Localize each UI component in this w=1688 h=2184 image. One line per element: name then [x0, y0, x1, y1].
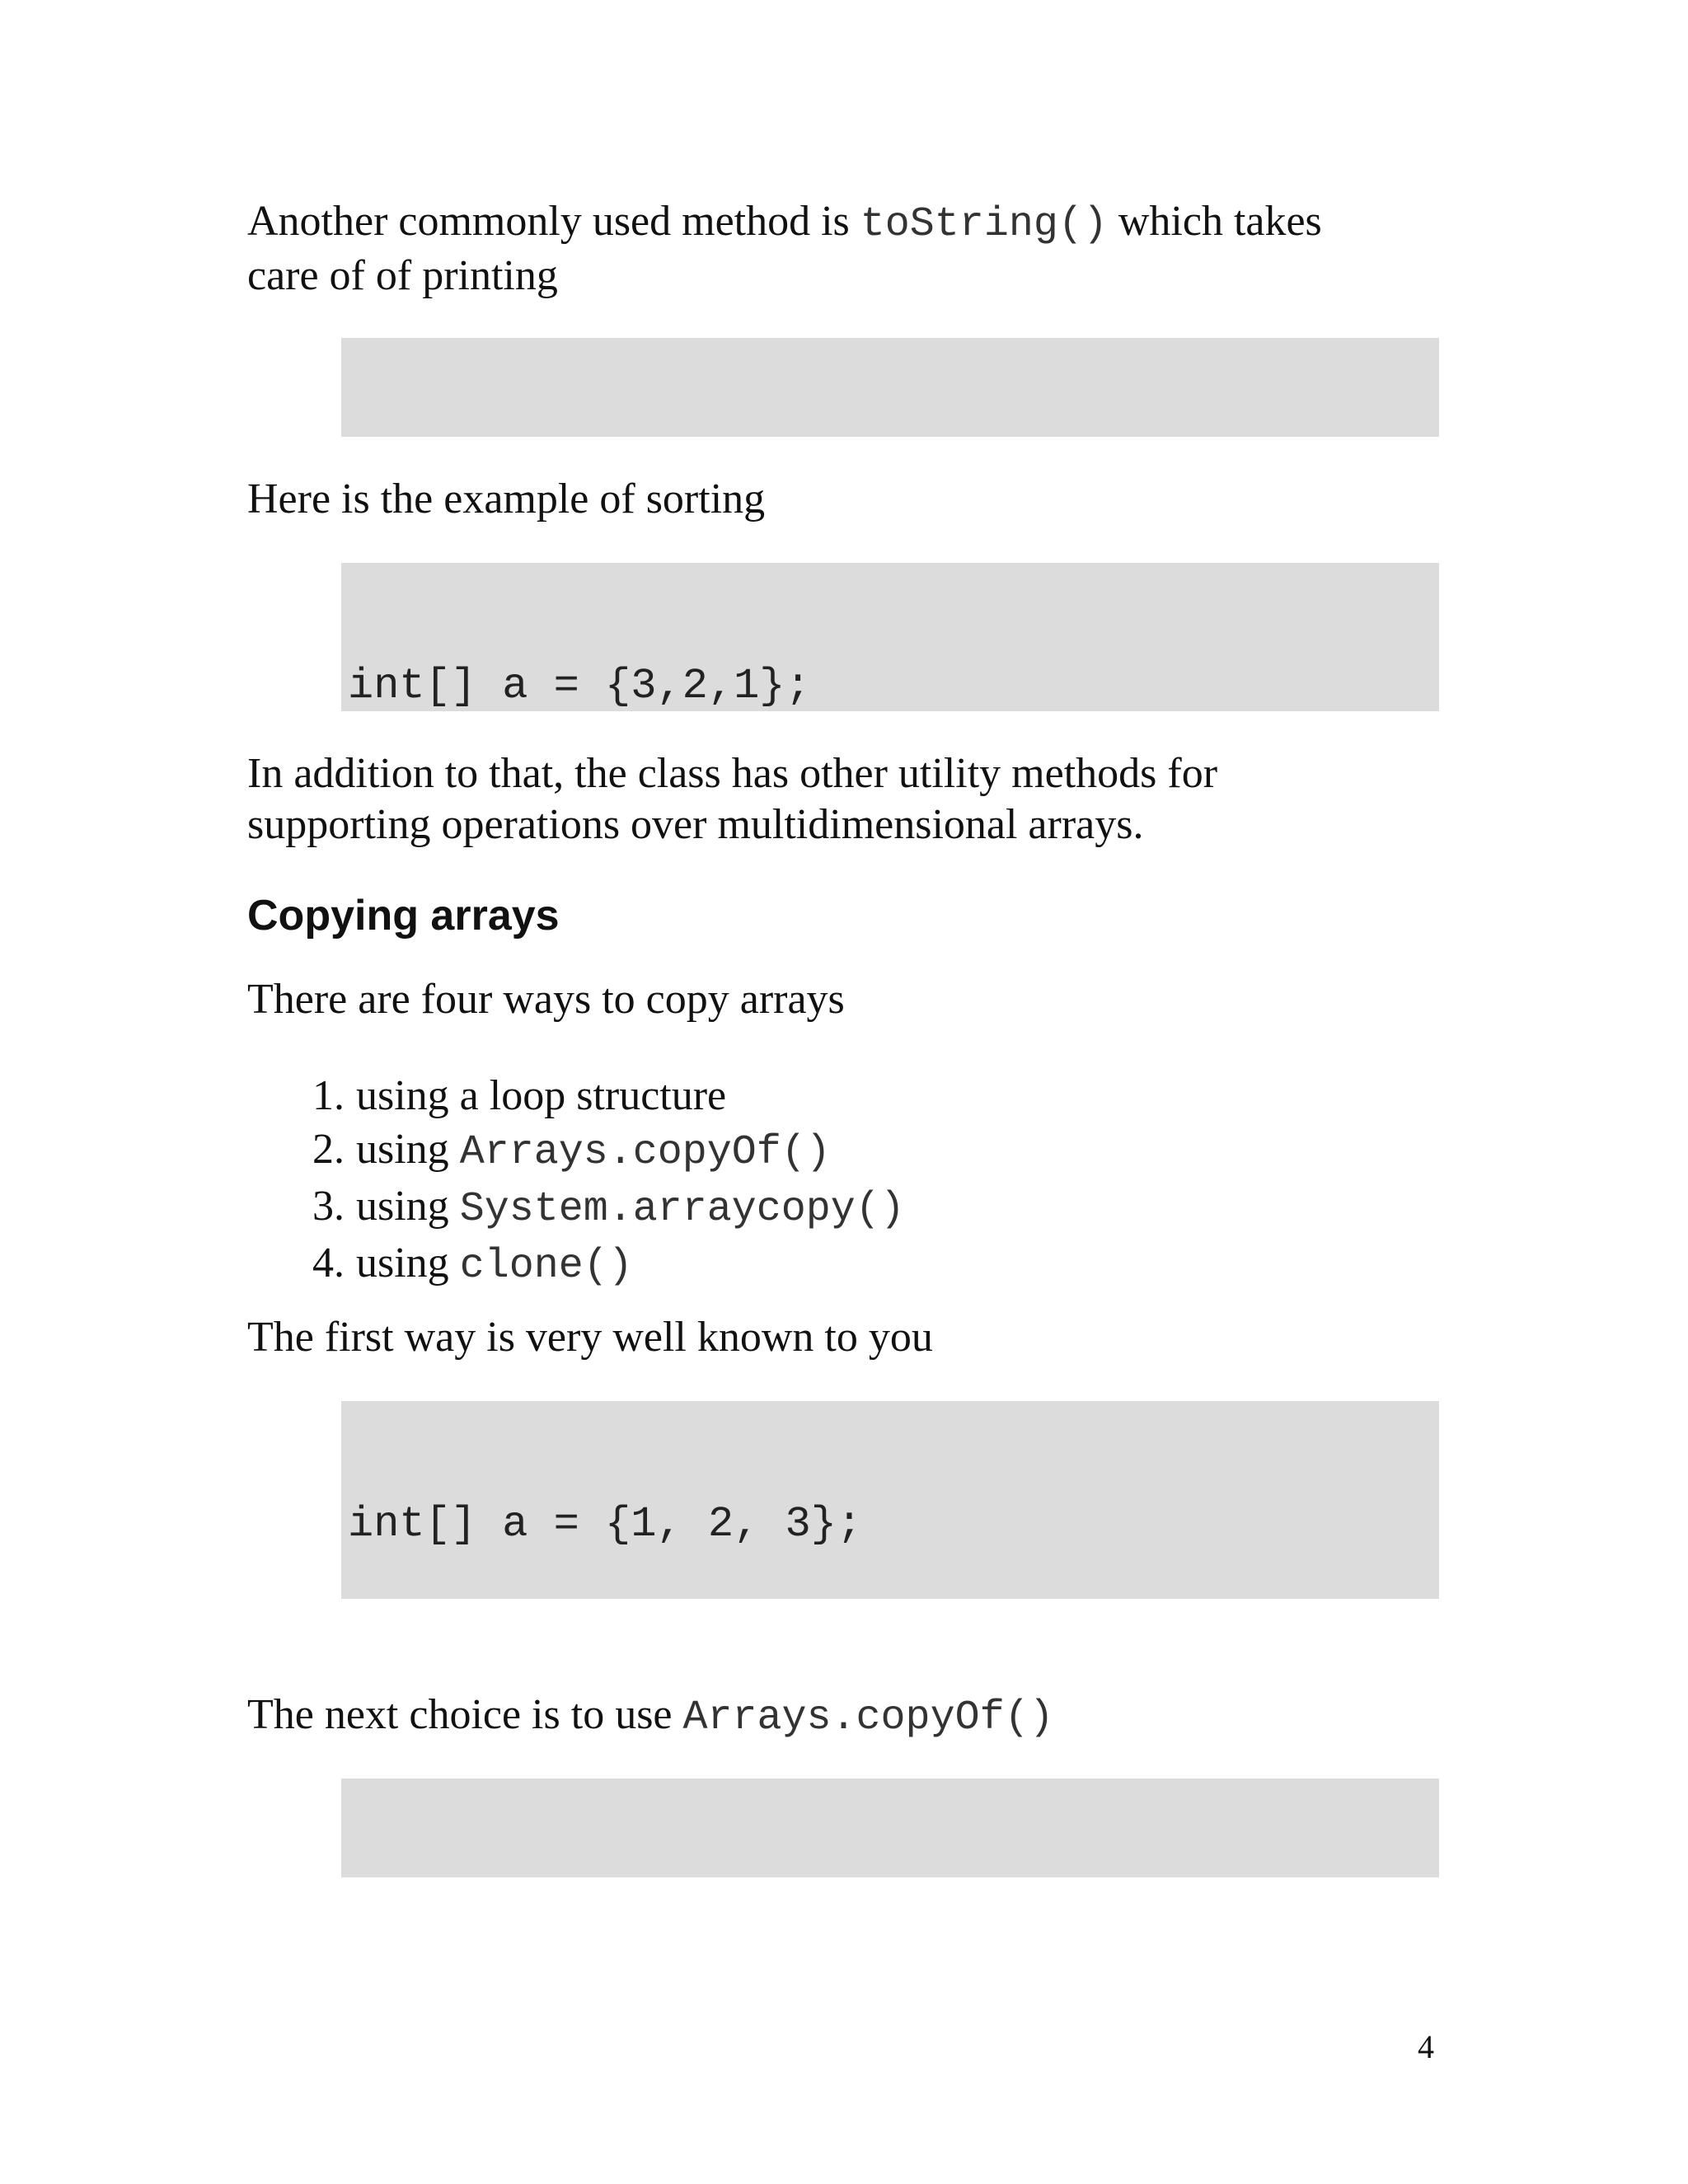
- list-item: [247, 1122, 905, 1179]
- list-item: [247, 1179, 905, 1236]
- text-fragment: which takes: [1107, 198, 1322, 245]
- paragraph-line: The first way is very well known to you: [247, 1314, 933, 1361]
- list-item-text: using: [356, 1240, 460, 1286]
- inline-code-arrays-copyof: Arrays.copyOf(): [459, 1129, 831, 1176]
- list-number: 3.: [312, 1183, 345, 1230]
- copy-methods-list: [247, 1069, 905, 1293]
- inline-code-system-arraycopy: System.arraycopy(): [459, 1186, 905, 1233]
- page-number: 4: [1418, 2028, 1434, 2065]
- paragraph-sorting-intro: [247, 474, 1451, 525]
- list-item-text: using: [356, 1183, 460, 1230]
- paragraph-tostring-intro: [247, 196, 1451, 302]
- code-block-tostring-example: [341, 338, 1439, 437]
- code-line: int[] a = {1, 2, 3};: [348, 1500, 863, 1549]
- paragraph-line: Here is the example of sorting: [247, 476, 766, 523]
- section-heading-copying-arrays: Copying arrays: [247, 892, 560, 940]
- paragraph-line: In addition to that, the class has other utility methods for: [247, 750, 1218, 797]
- list-number: 1.: [312, 1072, 345, 1119]
- paragraph-next-choice: [247, 1690, 1451, 1744]
- list-number: 4.: [312, 1240, 345, 1286]
- list-item: [247, 1069, 905, 1122]
- paragraph-line: There are four ways to copy arrays: [247, 976, 845, 1023]
- code-block-loop-copy-example: [341, 1401, 1439, 1599]
- list-item-text: using: [356, 1126, 460, 1173]
- inline-code-tostring: toString(): [860, 201, 1108, 248]
- paragraph-line: care of of printing: [247, 252, 558, 299]
- paragraph-line: [247, 196, 1451, 251]
- code-block-sort-example: [341, 563, 1439, 711]
- inline-code-clone: clone(): [459, 1243, 633, 1290]
- list-item-text: using a loop structure: [356, 1072, 727, 1119]
- text-fragment: Another commonly used method is: [247, 198, 860, 245]
- code-line: int[] a = {3,2,1};: [348, 662, 811, 710]
- paragraph-four-ways: [247, 974, 1451, 1025]
- paragraph-line: [247, 1690, 1451, 1744]
- list-item: [247, 1236, 905, 1293]
- paragraph-first-way: [247, 1312, 1451, 1363]
- list-number: 2.: [312, 1126, 345, 1173]
- paragraph-utility-methods: [247, 748, 1451, 851]
- inline-code-arrays-copyof: Arrays.copyOf(): [682, 1694, 1054, 1741]
- code-block-copyof-example: [341, 1779, 1439, 1877]
- text-fragment: The next choice is to use: [247, 1691, 683, 1738]
- paragraph-line: supporting operations over multidimensional arrays.: [247, 801, 1144, 848]
